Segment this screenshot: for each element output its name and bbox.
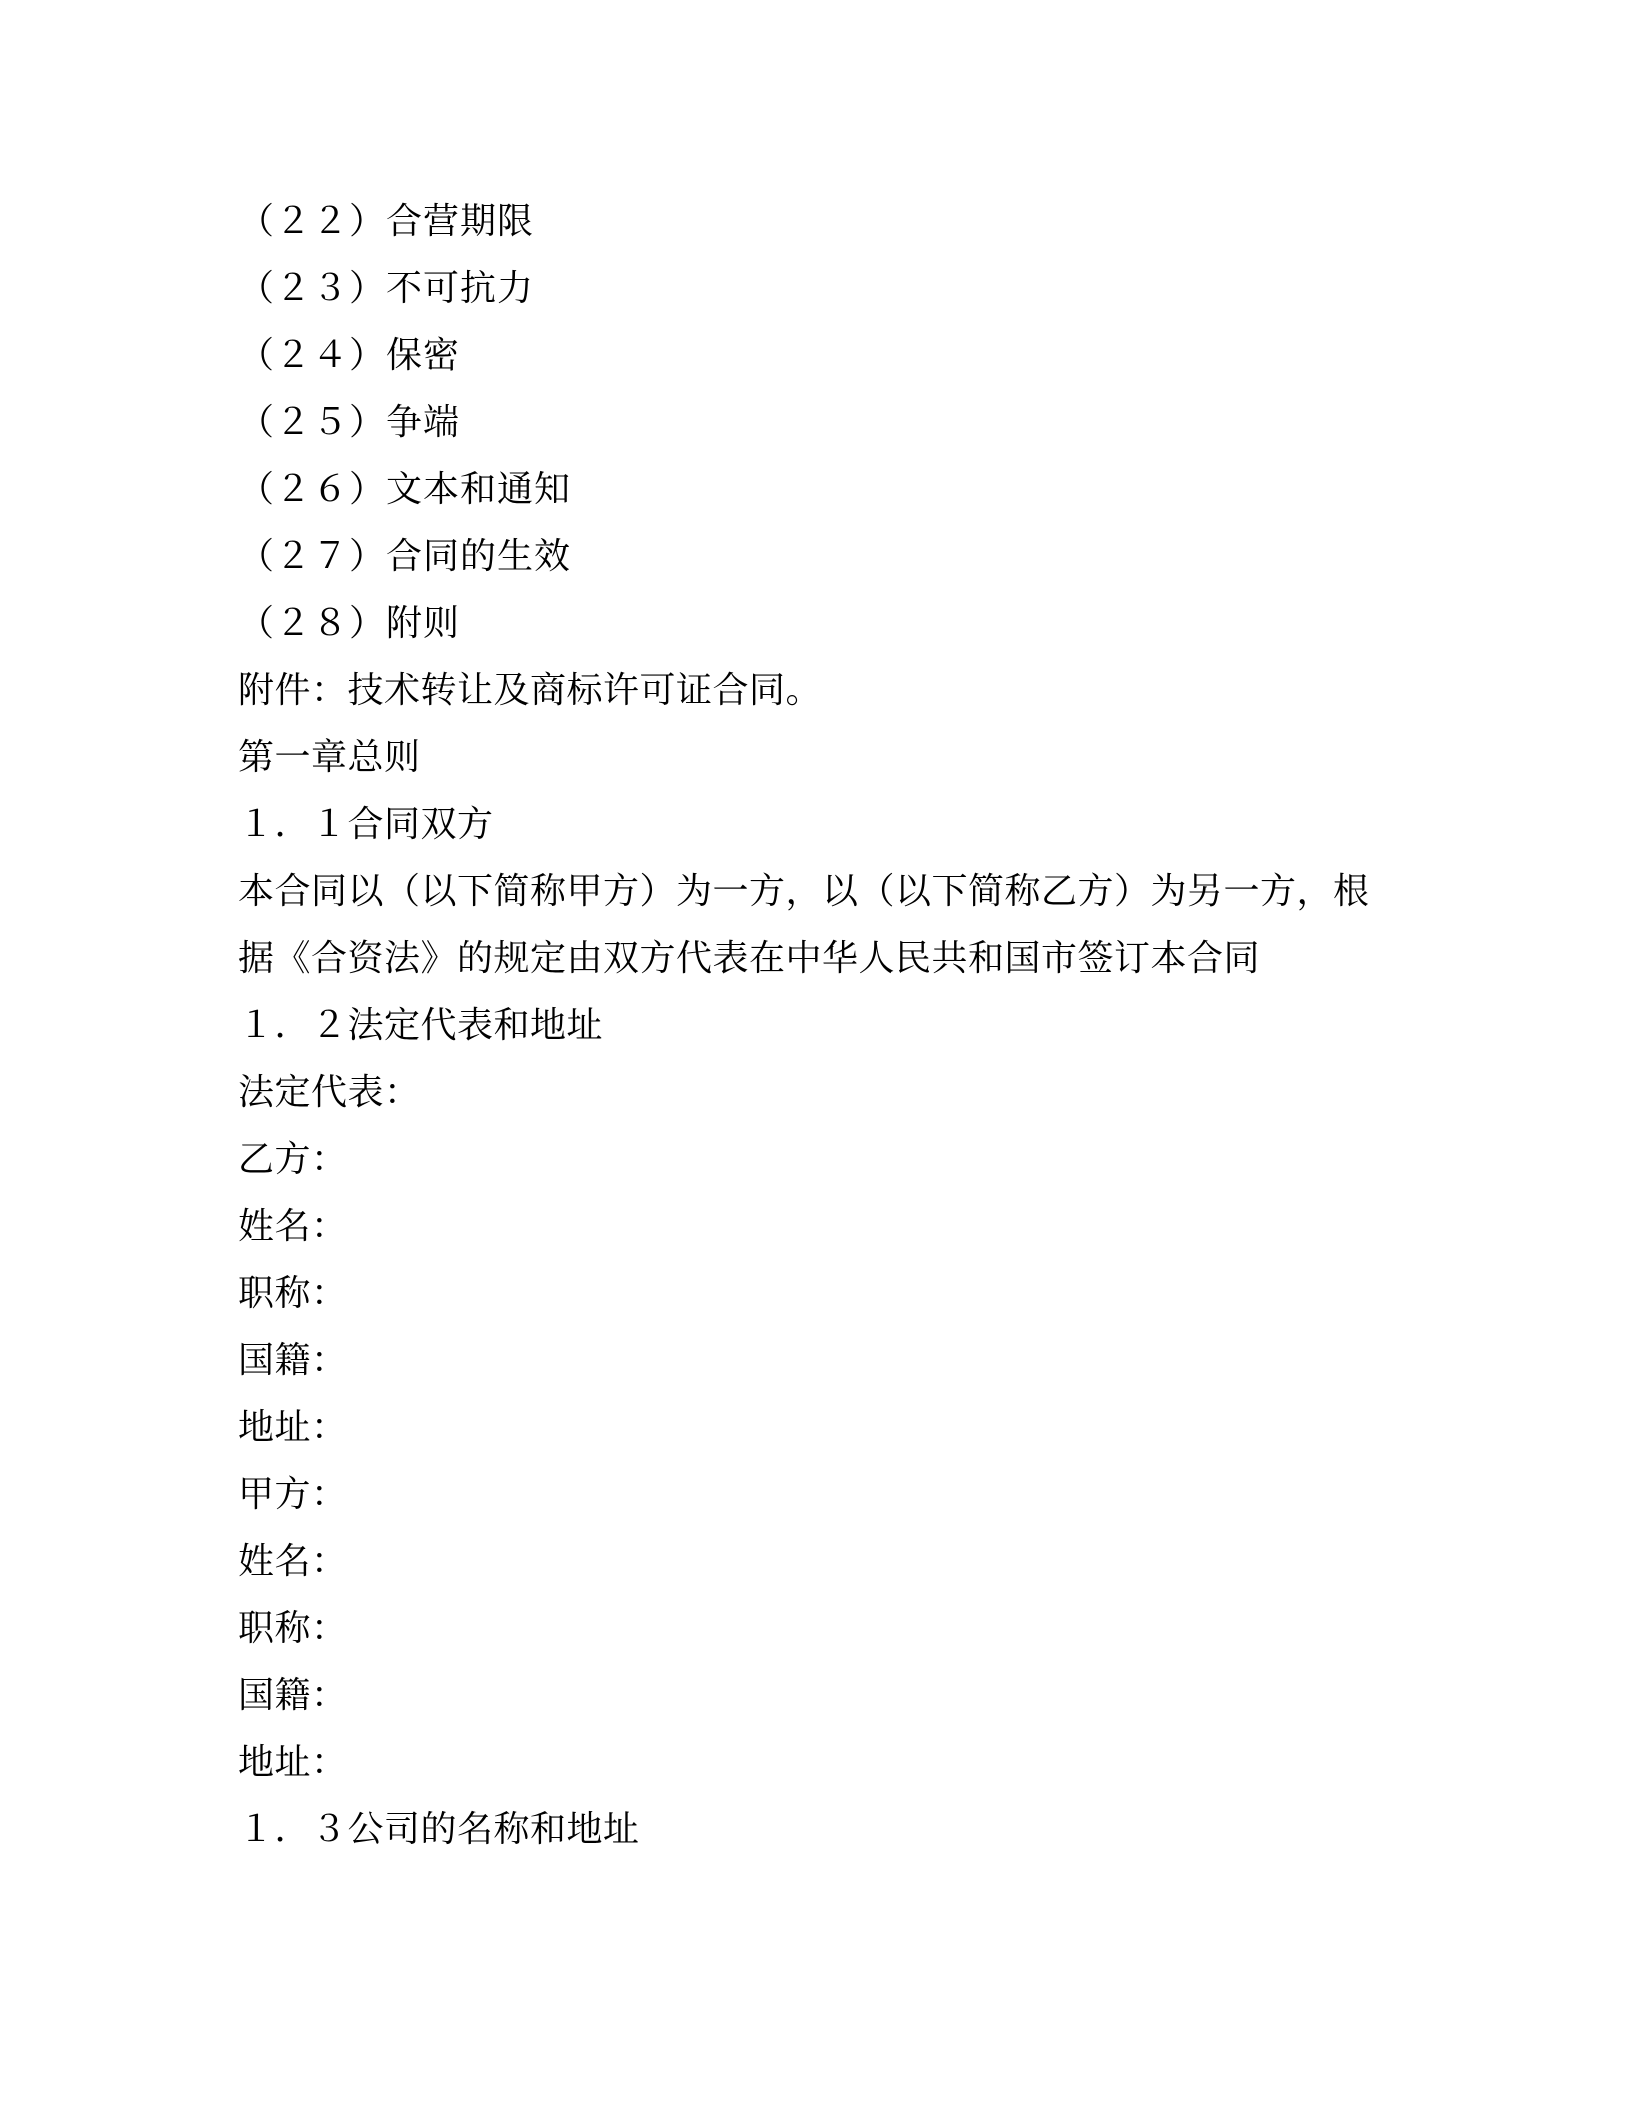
legal-rep-label: 法定代表： (238, 1072, 421, 1113)
section-heading-1-1: １．１合同双方 (238, 804, 494, 845)
toc-item: （２７）合同的生效 (238, 536, 572, 577)
section-heading-1-3: １．３公司的名称和地址 (238, 1809, 640, 1850)
party-a-address-field: 地址： (238, 1742, 348, 1783)
chapter-title: 第一章总则 (238, 737, 421, 778)
party-b-address-field: 地址： (238, 1407, 348, 1448)
party-b-label: 乙方： (238, 1139, 348, 1180)
party-a-nationality-field: 国籍： (238, 1675, 348, 1716)
party-b-title-field: 职称： (238, 1273, 348, 1314)
party-b-nationality-field: 国籍： (238, 1340, 348, 1381)
toc-item: （２８）附则 (238, 603, 461, 644)
party-a-title-field: 职称： (238, 1608, 348, 1649)
toc-item: （２６）文本和通知 (238, 469, 572, 510)
party-b-name-field: 姓名： (238, 1206, 348, 1247)
party-a-label: 甲方： (238, 1474, 348, 1515)
toc-item: （２４）保密 (238, 335, 461, 376)
paragraph-line: 据《合资法》的规定由双方代表在中华人民共和国市签订本合同 (238, 938, 1261, 979)
toc-item: （２２）合营期限 (238, 201, 535, 242)
document-body (238, 188, 1418, 1863)
attachment-note: 附件：技术转让及商标许可证合同。 (238, 670, 823, 711)
section-heading-1-2: １．２法定代表和地址 (238, 1005, 604, 1046)
toc-item: （２３）不可抗力 (238, 268, 535, 309)
paragraph-line: 本合同以（以下简称甲方）为一方，以（以下简称乙方）为另一方，根 (238, 871, 1370, 912)
toc-item: （２５）争端 (238, 402, 461, 443)
party-a-name-field: 姓名： (238, 1541, 348, 1582)
